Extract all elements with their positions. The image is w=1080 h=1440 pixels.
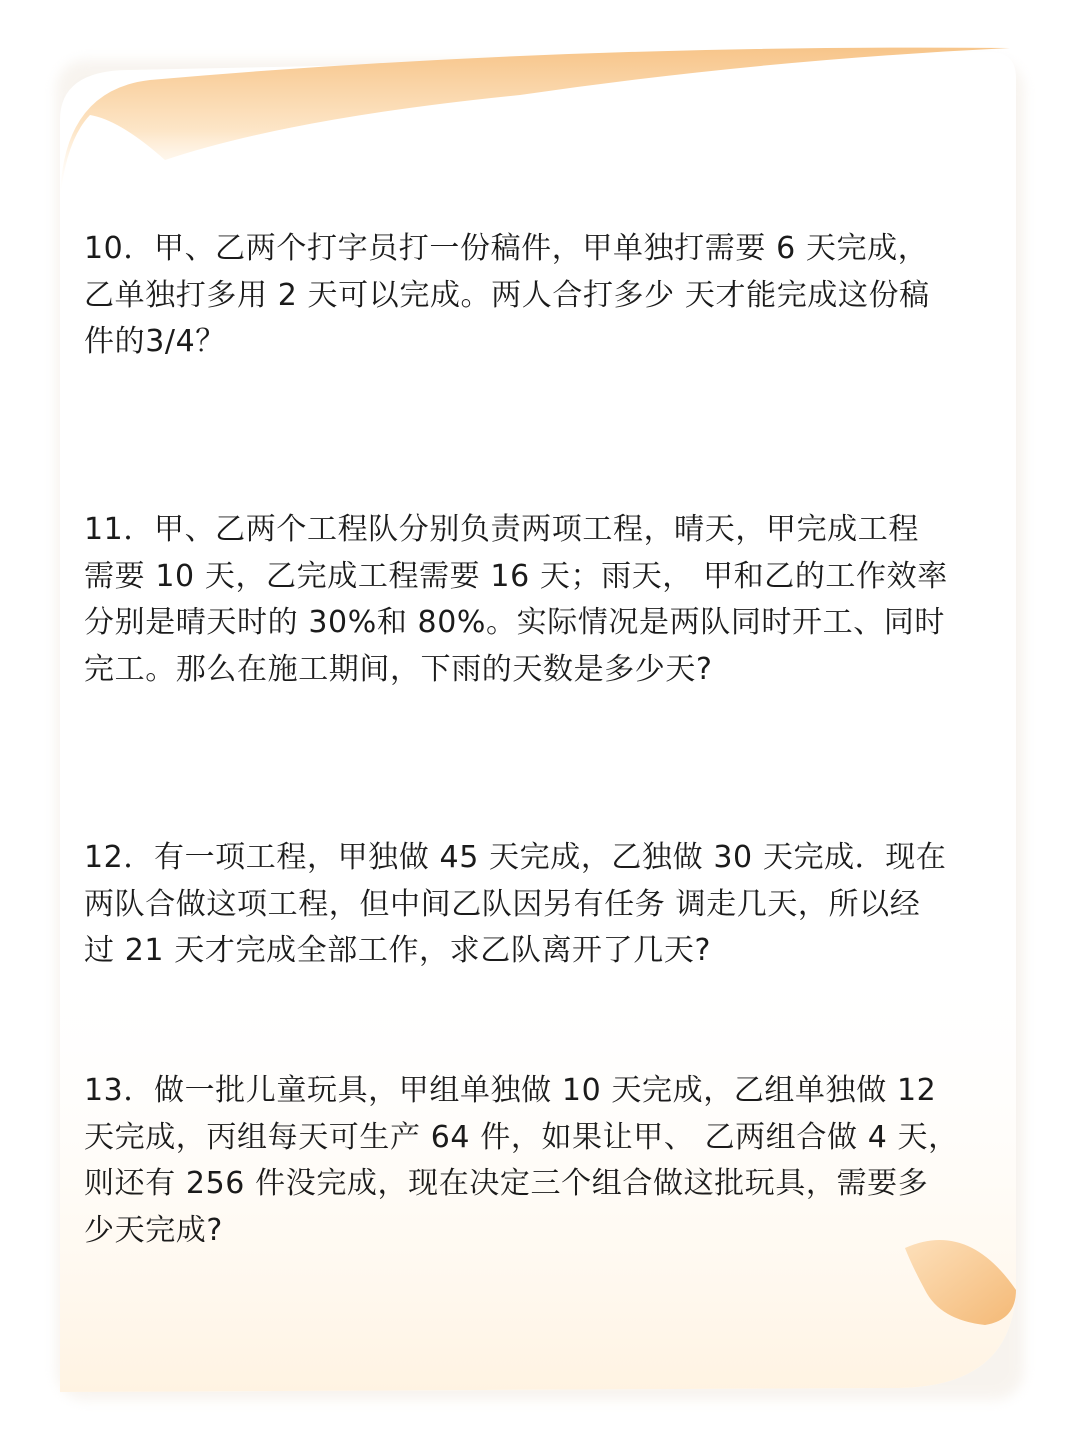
problem-10: 10．甲、乙两个打字员打一份稿件，甲单独打需要 6 天完成， 乙单独打多用 2 天可以完成。两人合打多少 天才能完成这份稿 件的3/4？ [84, 231, 930, 359]
problem-13: 13．做一批儿童玩具，甲组单独做 10 天完成，乙组单独做 12 天完成，丙组每天可生产 64 件，如果让甲、 乙两组合做 4 天， 则还有 256 件没完成，现在决定三个组合做这批玩具，需要多 少天完成? [84, 1073, 959, 1248]
problem-11: 11．甲、乙两个工程队分别负责两项工程，晴天，甲完成工程 需要 10 天，乙完成工程需要 16 天；雨天， 甲和乙的工作效率 分别是晴天时的 30%和 80%。实际情况是两队同时开工、同时 完工。那么在施工期间，下雨的天数是多少天? [84, 512, 948, 687]
problem-list [84, 0, 994, 1440]
problem-12: 12．有一项工程，甲独做 45 天完成，乙独做 30 天完成．现在 两队合做这项工程，但中间乙队因另有任务 调走几天，所以经 过 21 天才完成全部工作，求乙队离开了几天? [84, 840, 947, 968]
